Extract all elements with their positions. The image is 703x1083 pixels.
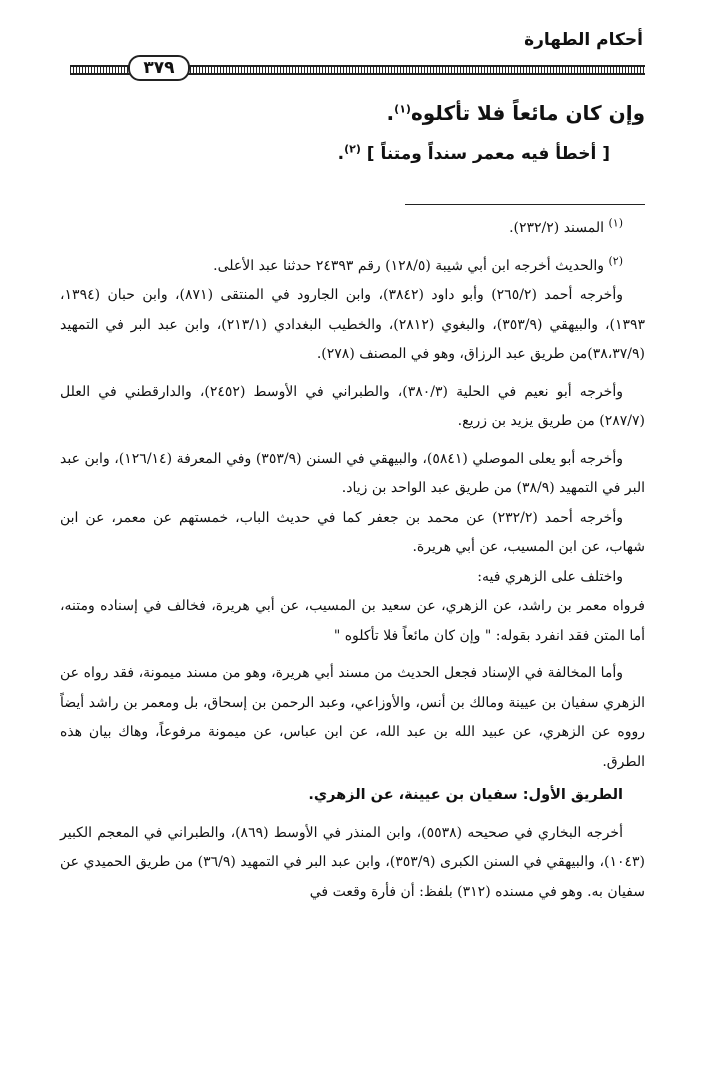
main-text-end: . [386, 101, 395, 125]
footnote [60, 252, 645, 282]
footnote-paragraph: وأما المخالفة في الإسناد فجعل الحديث من مسند أبي هريرة، وهو من مسند ميمونة، فقد رواه عن الزهري سفيان بن عيينة ومالك بن أنس، والأوزاعي، وعبد الرحمن بن إسحاق، بل ومعمر بن راشد أيضاً رووه عن الزهري، عن عبيد الله بن عبد الله، عن ابن عباس، عن ميمونة مرفوعاً، وهاك بيان هذه الطرق. [60, 665, 645, 770]
footnote [60, 214, 645, 244]
footnote-ref: (٢) [344, 142, 361, 156]
main-text-comment [60, 139, 645, 169]
footnote-number: (١) [608, 216, 623, 230]
comment-end: . [337, 144, 345, 164]
main-text-quote: وإن كان مائعاً فلا تأكلوه [410, 101, 645, 125]
main-text [60, 97, 645, 169]
footnotes [60, 214, 645, 907]
footnote-paragraph: أخرجه البخاري في صحيحه (٥٥٣٨)، وابن المنذر في الأوسط (٨٦٩)، والطبراني في المعجم الكبير (١٠٤٣)، والبيهقي في السنن الكبرى (٣٥٣/٩)، وابن عبد البر في التمهيد (٣٦/٩) من طريق الحميدي عن سفيان به. وهو في مسنده (٣١٢) بلفظ: أن فأرة وقعت في [60, 824, 646, 900]
footnote-text: والحديث أخرجه ابن أبي شيبة (١٢٨/٥) رقم ٢٤٣٩٣ حدثنا عبد الأعلى. [213, 257, 605, 274]
footnote-paragraph: وأخرجه أحمد (٢٣٢/٢) عن محمد بن جعفر كما في حديث الباب، خمستهم عن معمر، عن ابن شهاب، عن ابن المسيب، عن أبي هريرة. [60, 509, 645, 555]
footnote-paragraph: واختلف على الزهري فيه: [477, 568, 623, 585]
footnote-paragraph: وأخرجه أحمد (٢٦٥/٢) وأبو داود (٣٨٤٢)، وابن الجارود في المنتقى (٨٧١)، وابن حبان (١٣٩٤، ١٣٩٣)، والبيهقي (٣٥٣/٩)، والبغوي (٢٨١٢)، والخطيب البغدادي (٢١٣/١)، وابن عبد البر في التمهيد (٣٨،٣٧/٩)من طريق عبد الرزاق، وهو في المصنف (٢٧٨). [60, 287, 646, 362]
footnote-text: المسند (٢٣٢/٢). [509, 220, 605, 236]
running-title: أحكام الطهارة [524, 30, 643, 50]
footnote-paragraph: وأخرجه أبو يعلى الموصلي (٥٨٤١)، والبيهقي في السنن (٣٥٣/٩) وفي المعرفة (١٢٦/١٤)، وابن عبد البر في التمهيد (٣٨/٩) من طريق عبد الواحد بن زياد. [60, 450, 645, 496]
footnote-ref: (١) [394, 102, 411, 116]
footnote-paragraph: فرواه معمر بن راشد، عن الزهري، عن سعيد بن المسيب، عن أبي هريرة، فخالف في إسناده ومتنه، أما المتن فقد انفرد بقوله: " وإن كان مائعاً فلا تأكلوه " [60, 598, 645, 644]
footnote-paragraph: وأخرجه أبو نعيم في الحلية (٣٨٠/٣)، والطبراني في الأوسط (٢٤٥٢)، والدارقطني في العلل (٢٨٧/٧) من طريق يزيد بن زريع. [60, 383, 645, 429]
section-heading: الطريق الأول: سفيان بن عيينة، عن الزهري. [308, 787, 623, 803]
footnote-number: (٢) [608, 253, 623, 267]
main-text-line [60, 97, 645, 129]
footnote-divider [405, 204, 645, 205]
comment-text: [ أخطأ فيه معمر سنداً ومتناً ] [366, 144, 610, 164]
page-number: ٣٧٩ [128, 55, 190, 81]
